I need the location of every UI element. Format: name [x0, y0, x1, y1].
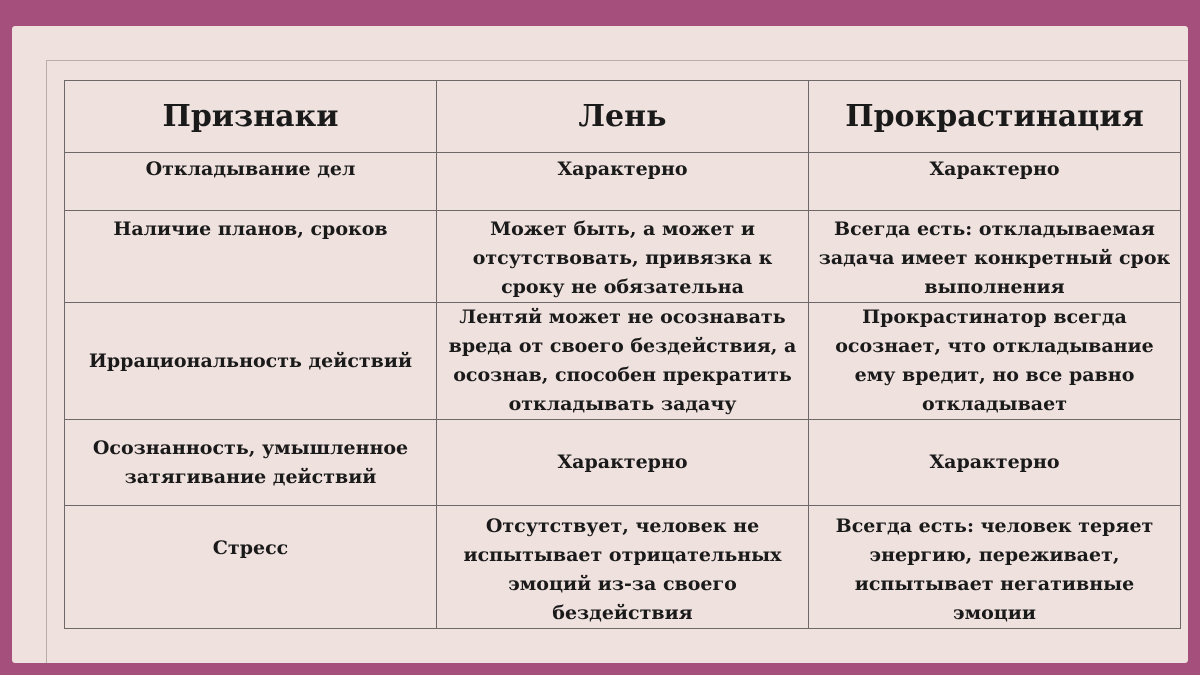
cell-procrastination: Прокрастинатор всегда осознает, что откладывание ему вредит, но все равно откладывает — [809, 303, 1181, 420]
cell-sign: Стресс — [65, 506, 437, 629]
cell-laziness: Характерно — [437, 420, 809, 506]
table-row — [65, 506, 1181, 629]
header-procrastination: Прокрастинация — [809, 81, 1181, 153]
header-signs: Признаки — [65, 81, 437, 153]
cell-laziness: Характерно — [437, 153, 809, 211]
cell-sign: Наличие планов, сроков — [65, 211, 437, 303]
cell-procrastination: Всегда есть: человек теряет энергию, переживает, испытывает негативные эмоции — [809, 506, 1181, 629]
cell-sign: Иррациональность действий — [65, 303, 437, 420]
table-row — [65, 420, 1181, 506]
cell-procrastination: Всегда есть: откладываемая задача имеет конкретный срок выполнения — [809, 211, 1181, 303]
cell-procrastination: Характерно — [809, 420, 1181, 506]
comparison-table — [64, 80, 1181, 629]
cell-laziness: Может быть, а может и отсутствовать, привязка к сроку не обязательна — [437, 211, 809, 303]
table-row — [65, 303, 1181, 420]
frame-line-top — [46, 60, 1188, 61]
cell-sign: Осознанность, умышленное затягивание действий — [65, 420, 437, 506]
table-header-row — [65, 81, 1181, 153]
cell-procrastination: Характерно — [809, 153, 1181, 211]
header-laziness: Лень — [437, 81, 809, 153]
cell-laziness: Лентяй может не осознавать вреда от своего бездействия, а осознав, способен прекратить откладывать задачу — [437, 303, 809, 420]
table-row — [65, 153, 1181, 211]
cell-laziness: Отсутствует, человек не испытывает отрицательных эмоций из-за своего бездействия — [437, 506, 809, 629]
table-row — [65, 211, 1181, 303]
frame-line-left — [46, 60, 47, 663]
cell-sign: Откладывание дел — [65, 153, 437, 211]
